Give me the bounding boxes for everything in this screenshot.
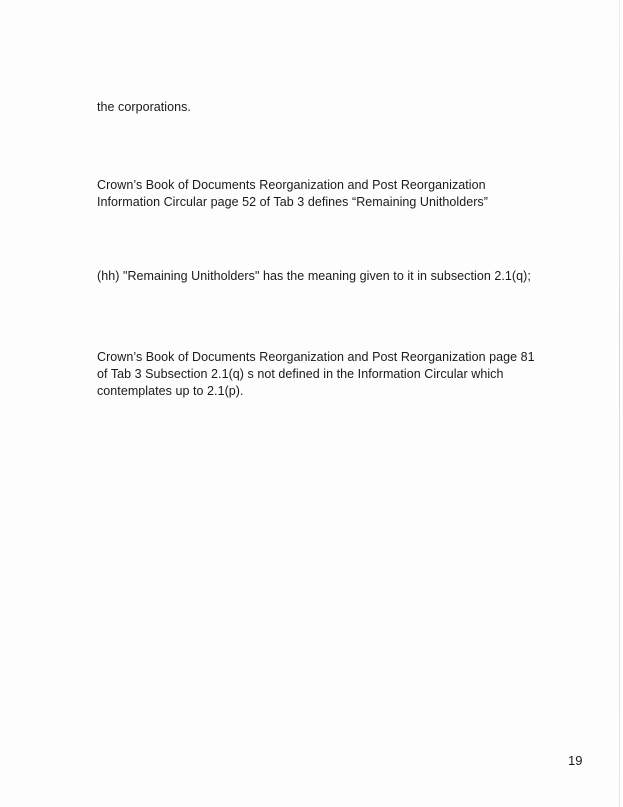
text-line: Crown’s Book of Documents Reorganization and Post Reorganization bbox=[97, 178, 486, 192]
paragraph-quoted-definition bbox=[97, 268, 531, 285]
text-line: of Tab 3 Subsection 2.1(q) s not defined in the Information Circular which bbox=[97, 367, 504, 381]
paragraph-definition-reference bbox=[97, 177, 488, 211]
text-line: contemplates up to 2.1(p). bbox=[97, 384, 244, 398]
text-line: Crown’s Book of Documents Reorganization and Post Reorganization page 81 bbox=[97, 350, 535, 364]
text-line: Information Circular page 52 of Tab 3 defines “Remaining Unitholders” bbox=[97, 195, 488, 209]
text-line: the corporations. bbox=[97, 100, 191, 114]
text-line: (hh) "Remaining Unitholders" has the meaning given to it in subsection 2.1(q); bbox=[97, 269, 531, 283]
paragraph-continuation bbox=[97, 99, 191, 116]
scan-edge-line bbox=[619, 0, 620, 807]
page-number: 19 bbox=[568, 753, 583, 768]
paragraph-subsection-note bbox=[97, 349, 535, 400]
